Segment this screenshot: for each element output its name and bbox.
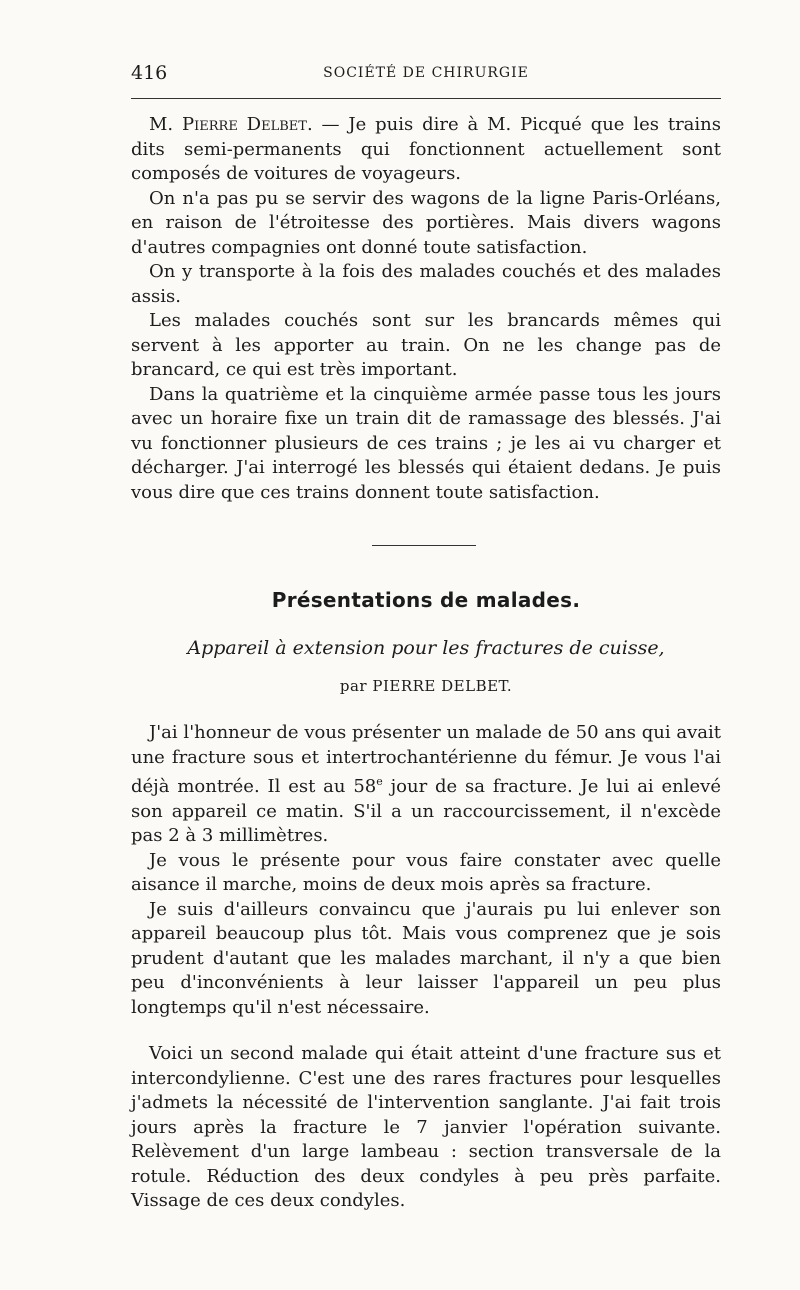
paragraph: Les malades couchés sont sur les brancards mêmes qui servent à les apporter au train. On ne les change pas de brancard, ce qui est très important. <box>131 310 721 380</box>
paragraph: Je vous le présente pour vous faire constater avec quelle aisance il marche, moins de deux mois après sa fracture. <box>131 849 721 895</box>
paragraph: On y transporte à la fois des malades couchés et des malades assis. <box>131 261 721 307</box>
paragraph-text: jour de sa fracture. Je lui ai enlevé son appareil ce matin. S'il a un raccourcissement, il n'excède pas 2 à 3 millimètres. <box>131 776 721 846</box>
speaker-name: M. Pierre Delbet. <box>149 114 313 135</box>
paragraph-text: J'ai l'honneur de vous présenter un malade de 50 ans qui avait une fracture sous et intertrochantérienne du fémur. Je vous l'ai déjà montrée. Il est au 58 <box>131 722 721 797</box>
paragraph: On n'a pas pu se servir des wagons de la ligne Paris-Orléans, en raison de l'étroitesse des portières. Mais divers wagons d'autres compagnies ont donné toute satisfaction. <box>131 187 721 258</box>
paragraph: Voici un second malade qui était atteint d'une fracture sus et intercondylienne. C'est une des rares fractures pour lesquelles j'admets la nécessité de l'intervention sanglante. J'ai fait trois jours après la fracture le 7 janvier l'opération suivante. Relèvement d'un large lambeau : section transversale de la rotule. Réduction des deux condyles à peu près parfaite. Vissage de ces deux condyles. <box>131 1043 721 1211</box>
header-rule <box>131 98 721 99</box>
section-subtitle: Appareil à extension pour les fractures de cuisse, <box>187 637 665 659</box>
page-header <box>131 62 721 86</box>
superscript: e <box>376 775 383 788</box>
section-title: Présentations de malades. <box>271 588 581 612</box>
page-number: 416 <box>131 62 168 84</box>
section-byline: par PIERRE DELBET. <box>339 677 513 695</box>
page-body <box>131 113 721 1214</box>
running-head: SOCIÉTÉ DE CHIRURGIE <box>323 65 529 81</box>
paragraph: Je suis d'ailleurs convaincu que j'aurais pu lui enlever son appareil beaucoup plus tôt. Mais vous comprenez que je sois prudent d'autant que les malades marchant, il n'y a que bien peu d'inconvénients à leur laisser l'appareil un peu plus longtemps qu'il n'est nécessaire. <box>131 898 721 1018</box>
intro-paragraph <box>131 113 721 187</box>
paragraph <box>131 721 721 849</box>
paragraph: Dans la quatrième et la cinquième armée passe tous les jours avec un horaire fixe un train dit de ramassage des blessés. J'ai vu fonctionner plusieurs de ces trains ; je les ai vu charger et décharger. J'ai interrogé les blessés qui étaient dedans. Je puis vous dire que ces trains donnent toute satisfaction. <box>131 383 721 503</box>
section-separator <box>372 545 476 546</box>
paragraph-gap <box>131 1020 721 1042</box>
intro-paragraph-text: — Je puis dire à M. Picqué que les trains dits semi-permanents qui fonctionnent actuellement sont composés de voitures de voyageurs. <box>131 114 721 184</box>
